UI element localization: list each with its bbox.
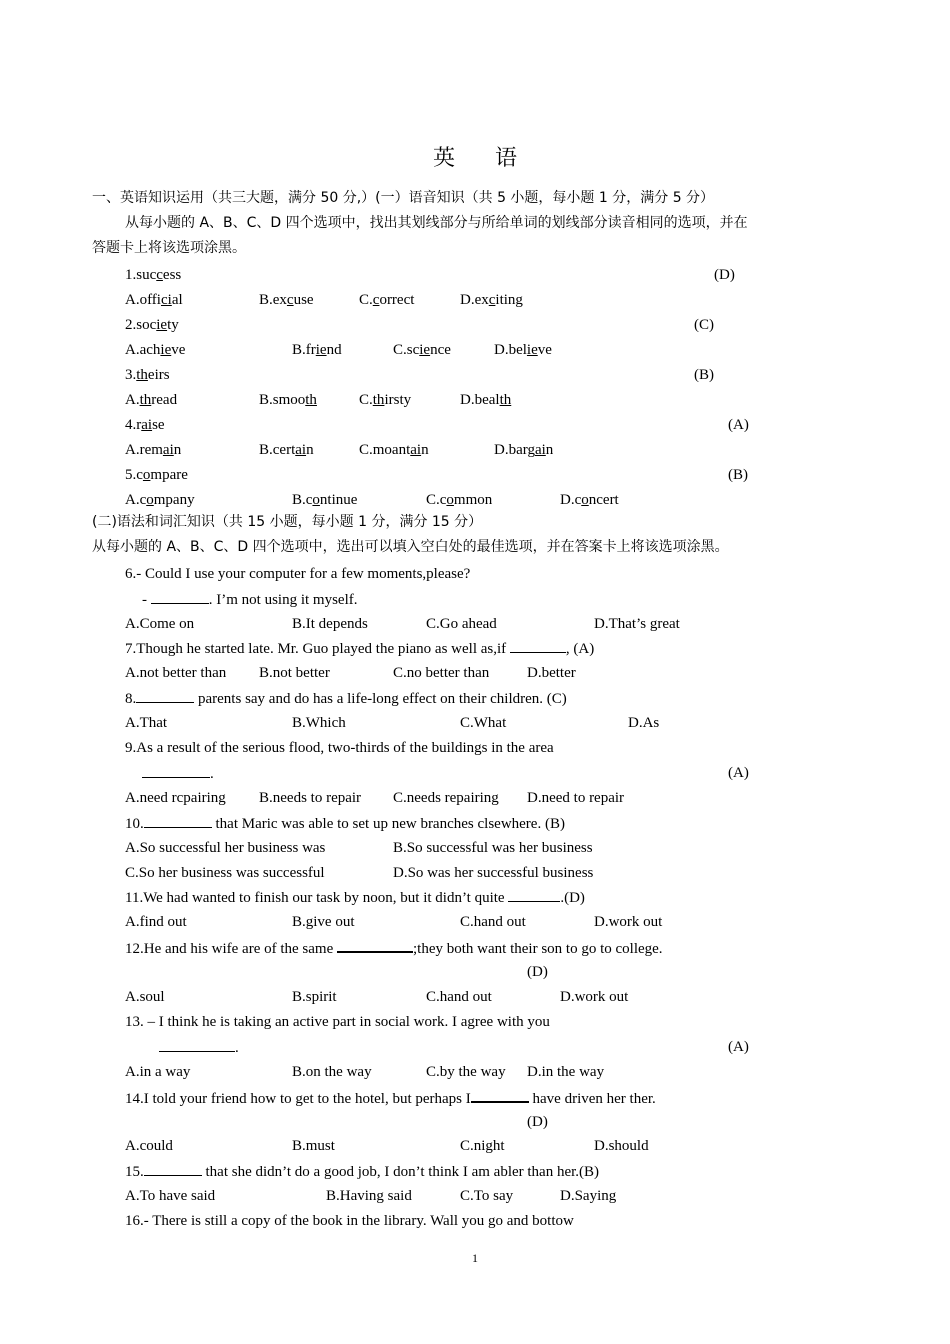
word-part: A.ach	[125, 342, 161, 358]
option-c: C.To say	[460, 1188, 514, 1204]
word-part: use	[293, 292, 314, 308]
underlined-letters: o	[312, 492, 320, 508]
word-part: C.moant	[359, 442, 411, 458]
option-b: B.give out	[292, 914, 355, 930]
q8-num: 8.	[125, 691, 137, 707]
word-part: eirs	[147, 367, 170, 383]
q15-text: that she didn’t do a good job, I don’t think I am abler than her.(B)	[201, 1164, 600, 1180]
q14-rest: have driven her ther.	[528, 1091, 656, 1107]
word-part: B.c	[292, 492, 313, 508]
question-9-answer: (A)	[728, 765, 749, 781]
phonetics-question-2	[125, 316, 179, 334]
question-6-line-1: 6.- Could I use your computer for a few moments,please?	[125, 566, 471, 582]
q12-text: 12.He and his wife are of the same	[125, 941, 338, 957]
underlined-letters: c	[488, 292, 496, 308]
option-a: A.not better than	[125, 665, 227, 681]
option-c: C.So her business was successful	[125, 865, 325, 881]
option-d: D.better	[527, 665, 576, 681]
option-d: D.should	[594, 1138, 649, 1154]
question-9-line-1: 9.As a result of the serious flood, two-thirds of the buildings in the area	[125, 740, 554, 756]
phonetics-question-1	[125, 266, 181, 284]
phonetics-question-5	[125, 466, 188, 484]
underlined-letters: c	[286, 292, 294, 308]
q15-num: 15.	[125, 1164, 144, 1180]
word-part: C.	[359, 292, 373, 308]
option-a: A.could	[125, 1138, 173, 1154]
underlined-letters: th	[136, 367, 148, 383]
word-part: n	[173, 442, 182, 458]
question-11	[125, 888, 585, 907]
word-part: 3.	[125, 367, 137, 383]
answer-blank	[471, 1088, 529, 1103]
option-b: B.not better	[259, 665, 330, 681]
word-part: 2.soc	[125, 317, 157, 333]
question-9-line-2	[142, 764, 214, 783]
option-d: D.That’s great	[594, 616, 680, 632]
answer-blank	[142, 764, 210, 778]
phonetics-answer-3: (B)	[694, 367, 714, 383]
question-10	[125, 814, 565, 833]
word-part: D.beal	[460, 392, 500, 408]
option-c: C.needs repairing	[393, 790, 499, 806]
underlined-letters: ie	[160, 342, 172, 358]
option-b: B.on the way	[292, 1064, 372, 1080]
option-a: A.Come on	[125, 616, 195, 632]
section1-heading: 一、英语知识运用（共三大题，满分 50 分,）(一）语音知识（共 5 小题，每小题 1 分，满分 5 分）	[92, 190, 715, 206]
word-part: n	[545, 442, 554, 458]
q7-answer: , (A)	[565, 641, 595, 657]
q7-text: 7.Though he started late. Mr. Guo played the piano as well as,if	[125, 641, 510, 657]
phonetics-option	[292, 491, 357, 509]
option-c: C.night	[460, 1138, 505, 1154]
underlined-letters: th	[305, 392, 317, 408]
word-part: A.	[125, 392, 140, 408]
word-part: D.barg	[494, 442, 535, 458]
phonetics-question-4	[125, 416, 165, 434]
q8-text: parents say and do has a life-long effect on their children. (C)	[194, 691, 567, 707]
word-part: ess	[162, 267, 182, 283]
phonetics-option	[125, 341, 185, 359]
answer-blank	[144, 1162, 202, 1176]
word-part: 5.c	[125, 467, 143, 483]
word-part: B.fr	[292, 342, 316, 358]
word-part: A.rem	[125, 442, 163, 458]
option-b: B.must	[292, 1138, 335, 1154]
word-part: ncert	[588, 492, 619, 508]
answer-blank	[136, 689, 194, 703]
section1-instruction-1: 从每小题的 A、B、C、D 四个选项中，找出其划线部分与所给单词的划线部分读音相同的选项，并在	[125, 215, 748, 231]
phonetics-option	[259, 441, 314, 459]
underlined-letters: c	[156, 267, 163, 283]
phonetics-option	[494, 341, 552, 359]
underlined-letters: o	[446, 492, 454, 508]
word-part: mpany	[153, 492, 195, 508]
word-part: mmon	[453, 492, 493, 508]
underlined-letters: ie	[315, 342, 327, 358]
phonetics-answer-2: (C)	[694, 317, 714, 333]
phonetics-option	[259, 291, 314, 309]
answer-blank	[337, 938, 413, 953]
word-part: n	[306, 442, 314, 458]
underlined-letters: ai	[534, 442, 546, 458]
q6-rest: . I’m not using it myself.	[208, 592, 358, 608]
option-a: A.To have said	[125, 1188, 216, 1204]
underlined-letters: o	[142, 467, 151, 483]
question-8	[125, 689, 567, 708]
q11-answer: .(D)	[560, 890, 585, 906]
phonetics-option	[125, 441, 181, 459]
phonetics-answer-5: (B)	[728, 467, 748, 483]
word-part: nce	[430, 342, 451, 358]
option-b: B.So successful was her business	[393, 840, 593, 856]
phonetics-option	[393, 341, 451, 359]
option-c: C.by the way	[426, 1064, 506, 1080]
option-c: C.no better than	[393, 665, 490, 681]
phonetics-answer-1: (D)	[714, 267, 735, 283]
option-d: D.work out	[560, 989, 629, 1005]
word-part: orrect	[379, 292, 415, 308]
word-part: 1.suc	[125, 267, 157, 283]
q13-period: .	[235, 1040, 239, 1056]
answer-blank	[508, 888, 560, 902]
answer-blank	[144, 814, 212, 828]
underlined-letters: ie	[526, 342, 538, 358]
question-14	[125, 1088, 656, 1108]
phonetics-question-3	[125, 366, 170, 384]
phonetics-option	[560, 491, 619, 509]
word-part: 4.r	[125, 417, 142, 433]
word-part: read	[151, 392, 178, 408]
word-part: nd	[326, 342, 342, 358]
underlined-letters: th	[139, 392, 152, 408]
word-part: irsty	[384, 392, 412, 408]
phonetics-option	[359, 291, 414, 309]
word-part: D.c	[560, 492, 582, 508]
q11-text: 11.We had wanted to finish our task by noon, but it didn’t quite	[125, 890, 509, 906]
option-b: B.needs to repair	[259, 790, 362, 806]
page-title	[0, 141, 950, 172]
question-13-line-1: 13. – I think he is taking an active part in social work. I agree with you	[125, 1014, 550, 1030]
answer-blank	[510, 639, 566, 653]
question-13-answer: (A)	[728, 1039, 749, 1055]
phonetics-option	[125, 391, 177, 409]
title-char-2: 语	[495, 146, 518, 171]
question-12	[125, 938, 663, 958]
phonetics-option	[426, 491, 492, 509]
word-part: A.c	[125, 492, 147, 508]
question-13-line-2	[159, 1038, 239, 1057]
option-b: B.spirit	[292, 989, 337, 1005]
phonetics-option	[125, 291, 183, 309]
underlined-letters: c	[372, 292, 380, 308]
option-a: A.need rcpairing	[125, 790, 226, 806]
question-6-line-2	[142, 590, 358, 609]
option-d: D.As	[628, 715, 660, 731]
word-part: ty	[167, 317, 179, 333]
underlined-letters: ci	[160, 292, 172, 308]
question-7	[125, 639, 594, 658]
question-16-line-1: 16.- There is still a copy of the book in the library. Wall you go and bottow	[125, 1213, 574, 1229]
q10-text: that Maric was able to set up new branches clsewhere. (B)	[211, 816, 565, 832]
q10-num: 10.	[125, 816, 144, 832]
word-part: iting	[495, 292, 523, 308]
underlined-letters: o	[146, 492, 154, 508]
phonetics-option	[494, 441, 553, 459]
answer-blank	[159, 1038, 235, 1052]
option-d: D.in the way	[527, 1064, 605, 1080]
q14-text: 14.I told your friend how to get to the hotel, but perhaps I	[125, 1091, 471, 1107]
section2-instruction: 从每小题的 A、B、C、D 四个选项中，选出可以填入空白处的最佳选项，并在答案卡上将该选项涂黑。	[92, 539, 729, 555]
underlined-letters: ai	[410, 442, 422, 458]
underlined-letters: ie	[156, 317, 168, 333]
word-part: C.c	[426, 492, 447, 508]
phonetics-option	[460, 291, 523, 309]
word-part: n	[421, 442, 429, 458]
word-part: C.sc	[393, 342, 420, 358]
word-part: ve	[537, 342, 552, 358]
phonetics-option	[292, 341, 342, 359]
option-c: C.Go ahead	[426, 616, 497, 632]
section2-heading: (二)语法和词汇知识（共 15 小题，每小题 1 分，满分 15 分）	[92, 514, 483, 530]
option-b: B.Which	[292, 715, 346, 731]
option-b: B.Having said	[326, 1188, 412, 1204]
phonetics-option	[359, 391, 411, 409]
phonetics-option	[359, 441, 429, 459]
q9-period: .	[210, 766, 214, 782]
phonetics-answer-4: (A)	[728, 417, 749, 433]
word-part: D.ex	[460, 292, 489, 308]
option-a: A.So successful her business was	[125, 840, 326, 856]
option-a: A.That	[125, 715, 168, 731]
option-d: D.So was her successful business	[393, 865, 594, 881]
word-part: al	[171, 292, 183, 308]
question-14-answer: (D)	[527, 1114, 548, 1130]
option-c: C.hand out	[460, 914, 526, 930]
option-a: A.find out	[125, 914, 187, 930]
option-a: A.soul	[125, 989, 165, 1005]
phonetics-option	[259, 391, 317, 409]
option-c: C.hand out	[426, 989, 492, 1005]
title-char-1: 英	[432, 146, 455, 171]
word-part: se	[152, 417, 165, 433]
question-15	[125, 1162, 599, 1181]
underlined-letters: o	[581, 492, 589, 508]
question-12-answer: (D)	[527, 964, 548, 980]
option-c: C.What	[460, 715, 507, 731]
word-part: A.offi	[125, 292, 161, 308]
option-d: D.need to repair	[527, 790, 625, 806]
answer-blank	[151, 590, 209, 604]
option-a: A.in a way	[125, 1064, 191, 1080]
underlined-letters: ai	[295, 442, 307, 458]
word-part: B.cert	[259, 442, 296, 458]
q12-rest: ;they both want their son to go to college.	[413, 941, 663, 957]
word-part: ve	[171, 342, 186, 358]
word-part: C.	[359, 392, 373, 408]
phonetics-option	[460, 391, 511, 409]
section1-instruction-2: 答题卡上将该选项涂黑。	[92, 240, 246, 256]
option-d: D.Saying	[560, 1188, 617, 1204]
phonetics-option	[125, 491, 195, 509]
option-b: B.It depends	[292, 616, 368, 632]
option-d: D.work out	[594, 914, 663, 930]
word-part: D.bel	[494, 342, 527, 358]
word-part: B.smoo	[259, 392, 306, 408]
underlined-letters: ai	[141, 417, 153, 433]
underlined-letters: th	[372, 392, 385, 408]
underlined-letters: ie	[419, 342, 431, 358]
word-part: B.ex	[259, 292, 287, 308]
underlined-letters: th	[499, 392, 512, 408]
q6-dash: -	[142, 592, 151, 608]
word-part: mpare	[150, 467, 188, 483]
underlined-letters: ai	[162, 442, 174, 458]
page-number: 1	[472, 1251, 478, 1265]
word-part: ntinue	[319, 492, 358, 508]
